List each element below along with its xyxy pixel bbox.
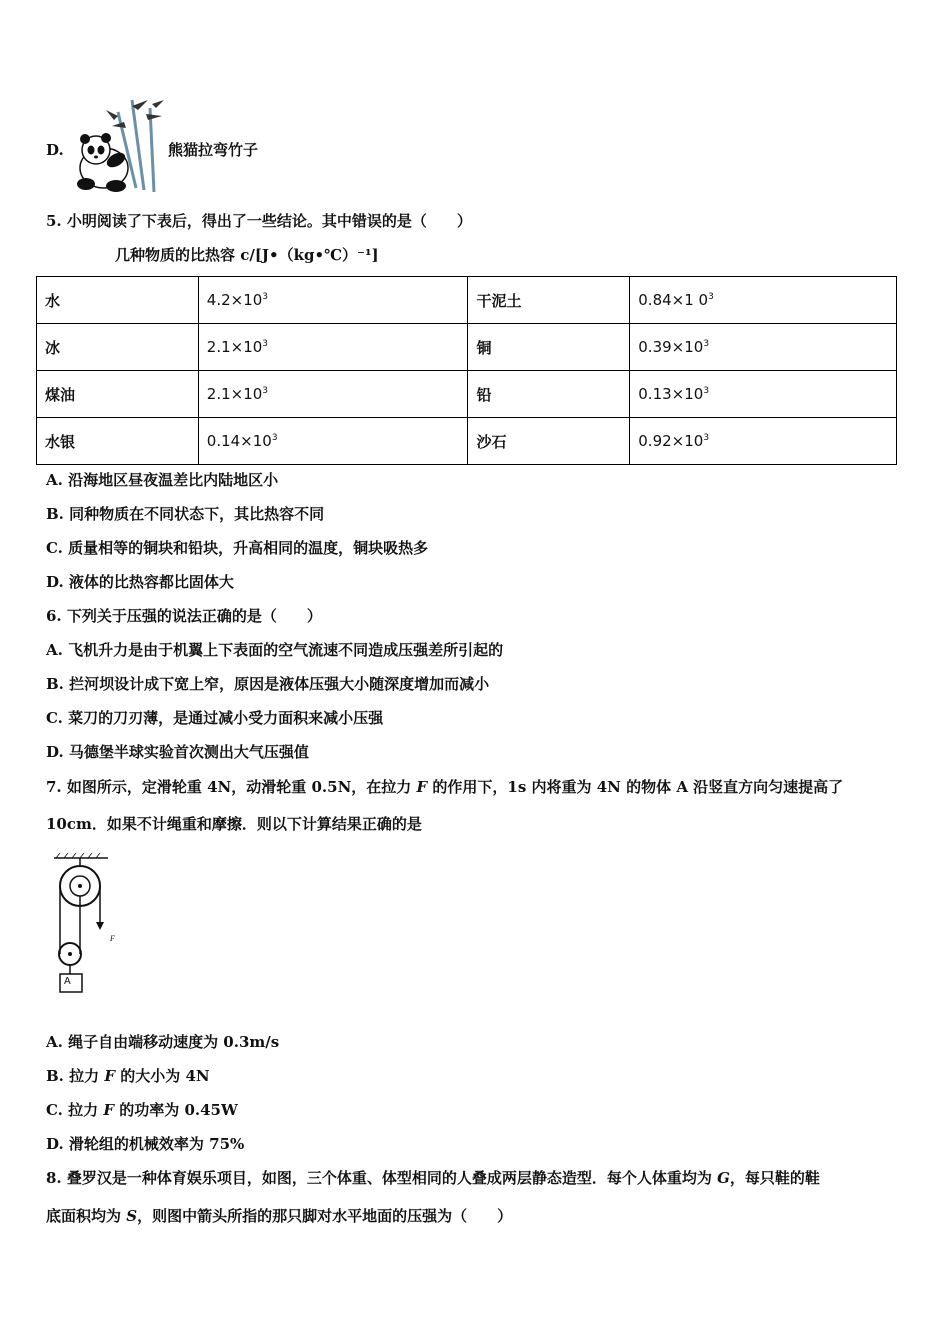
substance-value: 0.84×1 $0^3$	[630, 277, 897, 324]
q8-stem-line1: 8. 叠罗汉是一种体育娱乐项目，如图，三个体重、体型相同的人叠成两层静态造型．每个人体重均为 G，每只鞋的鞋	[46, 1169, 820, 1187]
substance-value: $0.39\times 10^3$	[630, 324, 897, 371]
q6-option-a: A. 飞机升力是由于机翼上下表面的空气流速不同造成压强差所引起的	[46, 641, 504, 659]
q4-option-d-text: 熊猫拉弯竹子	[168, 141, 259, 159]
q5-option-c: C. 质量相等的铜块和铅块，升高相同的温度，铜块吸热多	[46, 539, 429, 557]
pulley-diagram	[52, 852, 122, 1000]
q8-stem-line2: 底面积均为 S，则图中箭头所指的那只脚对水平地面的压强为（ ）	[46, 1207, 513, 1225]
q6-option-b: B. 拦河坝设计成下宽上窄，原因是液体压强大小随深度增加而减小	[46, 675, 490, 693]
table-row	[37, 371, 897, 418]
q4-option-d-letter: D.	[46, 141, 64, 159]
table-caption: 几种物质的比热容 c/[J•（kg•℃）⁻¹]	[115, 246, 379, 264]
substance-name: 干泥土	[468, 277, 630, 324]
q6-stem: 6. 下列关于压强的说法正确的是（ ）	[46, 607, 322, 625]
q7-option-b: B. 拉力 F 的大小为 4N	[46, 1067, 210, 1085]
q7-option-a: A. 绳子自由端移动速度为 0.3m/s	[46, 1033, 280, 1051]
weight-label-a: A	[64, 976, 71, 987]
substance-name: 铜	[468, 324, 630, 371]
substance-value: $0.13\times 10^3$	[630, 371, 897, 418]
q5-option-a: A. 沿海地区昼夜温差比内陆地区小	[46, 471, 279, 489]
q5-option-d: D. 液体的比热容都比固体大	[46, 573, 234, 591]
q7-stem-line2: 10cm．如果不计绳重和摩擦．则以下计算结果正确的是	[46, 815, 422, 833]
q5-option-b: B. 同种物质在不同状态下，其比热容不同	[46, 505, 325, 523]
substance-name: 铅	[468, 371, 630, 418]
table-row	[37, 324, 897, 371]
substance-name: 水	[37, 277, 199, 324]
substance-name: 沙石	[468, 418, 630, 465]
substance-name: 煤油	[37, 371, 199, 418]
substance-value: $2.1\times 10^3$	[198, 324, 468, 371]
substance-value: $0.14\times 10^3$	[198, 418, 468, 465]
substance-value: $4.2\times 10^3$	[198, 277, 468, 324]
q7-option-d: D. 滑轮组的机械效率为 75%	[46, 1135, 245, 1153]
substance-value: $2.1\times 10^3$	[198, 371, 468, 418]
force-label-f: F	[110, 934, 115, 943]
q5-stem: 5. 小明阅读了下表后，得出了一些结论。其中错误的是（ ）	[46, 212, 472, 230]
q6-option-d: D. 马德堡半球实验首次测出大气压强值	[46, 743, 309, 761]
table-row	[37, 277, 897, 324]
table-row	[37, 418, 897, 465]
substance-name: 水银	[37, 418, 199, 465]
specific-heat-table	[36, 276, 897, 465]
substance-name: 冰	[37, 324, 199, 371]
substance-value: $0.92\times 10^3$	[630, 418, 897, 465]
q6-option-c: C. 菜刀的刀刃薄，是通过减小受力面积来减小压强	[46, 709, 384, 727]
panda-bamboo-illustration	[72, 98, 172, 196]
q7-stem: 7. 如图所示，定滑轮重 4N，动滑轮重 0.5N，在拉力 F 的作用下，1s 内将重为 4N 的物体 A 沿竖直方向匀速提高了	[46, 778, 844, 796]
q7-option-c: C. 拉力 F 的功率为 0.45W	[46, 1101, 238, 1119]
